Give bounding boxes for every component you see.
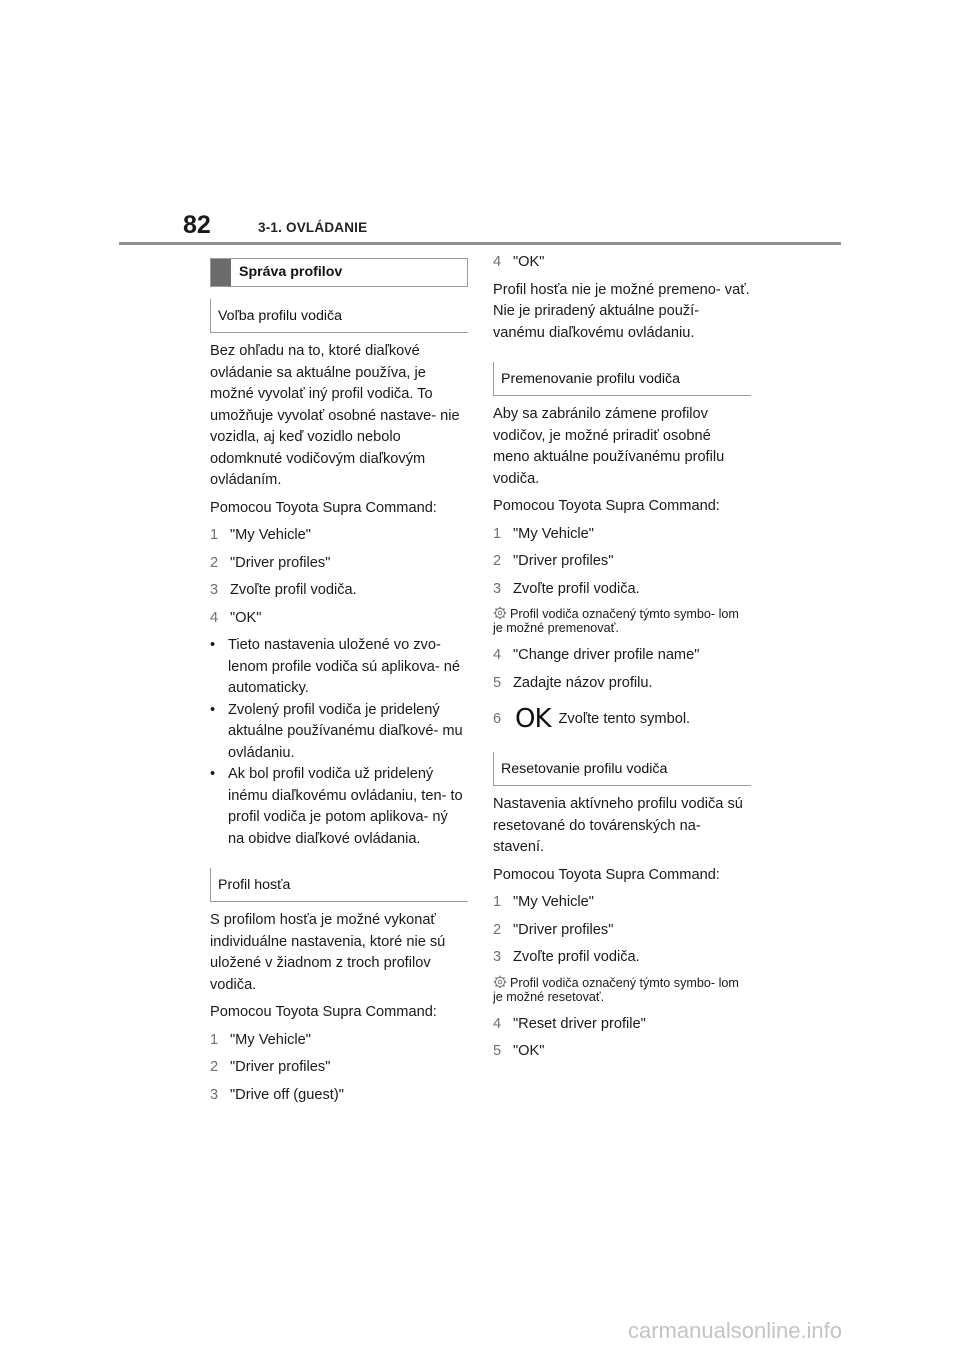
step-text: "OK" bbox=[513, 254, 545, 270]
step-item bbox=[493, 947, 751, 969]
left-column bbox=[210, 258, 468, 1112]
step-item bbox=[493, 892, 751, 914]
step-number: 3 bbox=[493, 949, 502, 965]
step-item bbox=[493, 579, 751, 601]
step-text: "Driver profiles" bbox=[513, 553, 614, 569]
paragraph: S profilom hosťa je možné vykonať individuálne nastavenia, ktoré nie sú uložené v žiadnom z troch profilov vodiča. bbox=[210, 912, 446, 993]
heading-bar bbox=[211, 259, 231, 286]
step-item bbox=[210, 553, 468, 575]
step-item bbox=[493, 252, 751, 274]
paragraph: Nastavenia aktívneho profilu vodiča sú resetované do továrenských na- stavení. bbox=[493, 796, 743, 855]
step-text: "My Vehicle" bbox=[230, 1031, 311, 1048]
step-text: Zvoľte profil vodiča. bbox=[513, 580, 640, 597]
step-item bbox=[493, 1041, 751, 1063]
bullet-list bbox=[210, 635, 468, 850]
main-heading-text: Správa profilov bbox=[239, 264, 343, 280]
step-number: 5 bbox=[493, 674, 502, 691]
step-item bbox=[210, 580, 468, 602]
note bbox=[493, 975, 751, 1004]
step-number: 4 bbox=[493, 1015, 502, 1032]
step-number: 4 bbox=[210, 609, 219, 626]
bullet-item: • Tieto nastavenia uložené vo zvo- lenom profile vodiča sú aplikova- né automaticky. bbox=[210, 635, 468, 700]
ok-step bbox=[493, 704, 751, 734]
step-number: 3 bbox=[210, 582, 219, 598]
step-number: 2 bbox=[493, 553, 502, 569]
step-number: 1 bbox=[493, 894, 502, 910]
subheading-rename-profile: Premenovanie profilu vodiča bbox=[493, 362, 751, 396]
step-number: 2 bbox=[210, 554, 219, 571]
paragraph: Pomocou Toyota Supra Command: bbox=[210, 499, 437, 516]
step-number: 1 bbox=[493, 525, 502, 542]
step-item bbox=[493, 551, 751, 573]
step-text: "Change driver profile name" bbox=[513, 647, 700, 663]
step-item bbox=[210, 525, 468, 547]
bullet-item: • Ak bol profil vodiča už pridelený inému diaľkovému ovládaniu, ten- to profil vodiča je potom aplikova- ný na obidve diaľkové ovládania. bbox=[210, 764, 468, 850]
ok-symbol-icon: OK bbox=[515, 704, 551, 734]
paragraph: Pomocou Toyota Supra Command: bbox=[210, 1004, 437, 1020]
bullet-item: • Zvolený profil vodiča je pridelený aktuálne používanému diaľkové- mu ovládaniu. bbox=[210, 700, 468, 765]
step-text: "OK" bbox=[230, 609, 262, 626]
step-text: "My Vehicle" bbox=[513, 894, 594, 910]
watermark: carmanualsonline.info bbox=[628, 1318, 843, 1343]
step-item bbox=[210, 1085, 468, 1107]
step-number: 5 bbox=[493, 1043, 502, 1059]
step-item bbox=[493, 673, 751, 695]
step-text: "My Vehicle" bbox=[230, 527, 311, 543]
step-text: "Driver profiles" bbox=[230, 554, 331, 571]
right-column bbox=[493, 252, 751, 1069]
step-text: "Drive off (guest)" bbox=[230, 1086, 344, 1103]
step-item bbox=[210, 1057, 468, 1079]
step-number: 3 bbox=[493, 580, 502, 597]
step-text: Zvoľte tento symbol. bbox=[558, 711, 691, 727]
gear-icon bbox=[493, 606, 507, 620]
step-number: 1 bbox=[210, 527, 219, 543]
subheading-guest-profile: Profil hosťa bbox=[210, 868, 468, 902]
step-text: "My Vehicle" bbox=[513, 525, 594, 542]
note-text: Profil vodiča označený týmto symbo- lom je možné premenovať. bbox=[493, 607, 739, 635]
step-number: 4 bbox=[493, 647, 502, 663]
paragraph: Pomocou Toyota Supra Command: bbox=[493, 866, 720, 883]
paragraph: Profil hosťa nie je možné premeno- vať. Nie je priradený aktuálne použí- vanému diaľkovému ovládaniu. bbox=[493, 281, 750, 341]
step-number: 6 bbox=[493, 711, 502, 727]
main-heading bbox=[210, 258, 468, 287]
step-number: 4 bbox=[493, 254, 502, 270]
step-text: "OK" bbox=[513, 1043, 545, 1059]
paragraph: Bez ohľadu na to, ktoré diaľkové ovládanie sa aktuálne používa, je možné vyvolať iný profil vodiča. To umožňuje vyvolať osobné nastave- nie vozidla, aj keď vozidlo nebolo odomknuté vodičovým diaľkovým ovládaním. bbox=[210, 343, 460, 488]
step-number: 3 bbox=[210, 1086, 219, 1103]
step-item bbox=[210, 608, 468, 630]
gear-icon bbox=[493, 975, 507, 989]
step-number: 2 bbox=[210, 1059, 219, 1075]
paragraph: Aby sa zabránilo zámene profilov vodičov, je možné priradiť osobné meno aktuálne používanému profilu vodiča. bbox=[493, 406, 725, 487]
step-item bbox=[493, 645, 751, 667]
step-number: 2 bbox=[493, 921, 502, 938]
subheading-reset-profile: Resetovanie profilu vodiča bbox=[493, 752, 751, 786]
step-item bbox=[493, 524, 751, 546]
header-divider bbox=[119, 242, 841, 245]
step-text: Zvoľte profil vodiča. bbox=[230, 582, 357, 598]
paragraph: Pomocou Toyota Supra Command: bbox=[493, 498, 720, 514]
section-title: 3-1. OVLÁDANIE bbox=[258, 220, 368, 235]
page-number: 82 bbox=[183, 211, 211, 239]
step-item bbox=[210, 1030, 468, 1052]
step-text: "Driver profiles" bbox=[513, 921, 614, 938]
note bbox=[493, 606, 751, 635]
step-text: Zadajte názov profilu. bbox=[513, 674, 653, 691]
step-text: Zvoľte profil vodiča. bbox=[513, 949, 640, 965]
step-item bbox=[493, 1014, 751, 1036]
step-number: 1 bbox=[210, 1031, 219, 1048]
step-item bbox=[493, 920, 751, 942]
subheading-driver-profile-selection: Voľba profilu vodiča bbox=[210, 299, 468, 333]
step-text: "Driver profiles" bbox=[230, 1059, 331, 1075]
step-text: "Reset driver profile" bbox=[513, 1015, 646, 1032]
note-text: Profil vodiča označený týmto symbo- lom je možné resetovať. bbox=[493, 975, 739, 1004]
